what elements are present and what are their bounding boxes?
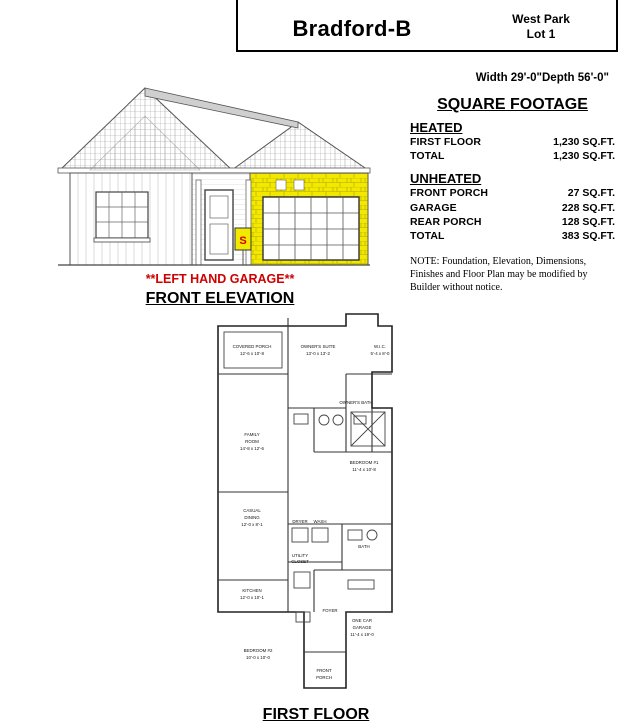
row-value: 128 SQ.FT. <box>561 215 615 228</box>
row-label: REAR PORCH <box>410 215 482 228</box>
svg-text:W.I.C.: W.I.C. <box>374 344 386 349</box>
row-label: TOTAL <box>410 150 445 163</box>
square-footage-heading: SQUARE FOOTAGE <box>437 96 588 113</box>
svg-text:BEDROOM #2: BEDROOM #2 <box>243 648 273 653</box>
first-floor-plan-drawing <box>196 312 436 702</box>
svg-text:5'-4 x 8'-0: 5'-4 x 8'-0 <box>370 351 390 356</box>
svg-text:12'-0 x 8'-1: 12'-0 x 8'-1 <box>241 522 263 527</box>
svg-text:PORCH: PORCH <box>316 675 332 680</box>
svg-text:FRONT: FRONT <box>316 668 332 673</box>
svg-text:11'-4 x 10'-8: 11'-4 x 10'-8 <box>352 467 376 472</box>
row-label: FIRST FLOOR <box>410 136 482 148</box>
svg-text:12'-0 x 10'-1: 12'-0 x 10'-1 <box>240 595 264 600</box>
first-floor-caption: FIRST FLOOR <box>262 706 370 723</box>
lot-number: Lot 1 <box>526 27 556 41</box>
svg-text:DINING: DINING <box>244 515 260 520</box>
table-row <box>410 149 615 163</box>
svg-text:12'-6 x 10'-8: 12'-6 x 10'-8 <box>240 351 264 356</box>
svg-text:BATH: BATH <box>358 544 370 549</box>
svg-text:OWNER'S SUITE: OWNER'S SUITE <box>300 344 336 349</box>
overall-dimensions: Width 29'-0"Depth 56'-0" <box>475 72 609 84</box>
svg-text:OWNER'S BATH: OWNER'S BATH <box>339 400 373 405</box>
row-value: 1,230 SQ.FT. <box>553 136 615 148</box>
unheated-heading: UNHEATED <box>410 171 482 187</box>
svg-text:S: S <box>239 235 247 247</box>
svg-text:CASUAL: CASUAL <box>243 508 261 513</box>
builder-disclaimer-note: NOTE: Foundation, Elevation, Dimensions, Finishes and Floor Plan may be modified by Builder without notice. <box>410 256 588 294</box>
svg-text:FOYER: FOYER <box>322 608 338 613</box>
community-name: West Park <box>512 12 570 26</box>
plan-name-container <box>238 16 466 50</box>
title-block <box>236 0 618 52</box>
svg-text:COVERED PORCH: COVERED PORCH <box>232 344 272 349</box>
svg-text:ROOM: ROOM <box>245 439 259 444</box>
svg-text:11'-4 x 19'-0: 11'-4 x 19'-0 <box>350 632 374 637</box>
svg-text:BEDROOM #1: BEDROOM #1 <box>349 460 379 465</box>
svg-text:DRYER: DRYER <box>292 519 308 524</box>
front-elevation-caption: FRONT ELEVATION <box>145 290 295 307</box>
page-title: Bradford-B <box>292 16 412 41</box>
left-hand-garage-note: **LEFT HAND GARAGE** <box>145 272 295 286</box>
table-row <box>410 215 615 229</box>
community-lot-container <box>466 12 616 50</box>
front-elevation-drawing <box>50 70 390 270</box>
spec-panel <box>410 72 615 295</box>
svg-text:FAMILY: FAMILY <box>244 432 260 437</box>
svg-text:13'-0 x 13'-2: 13'-0 x 13'-2 <box>306 351 330 356</box>
row-value: 1,230 SQ.FT. <box>553 150 615 163</box>
svg-text:CLOSET: CLOSET <box>291 559 309 564</box>
row-label: TOTAL <box>410 229 445 242</box>
row-label: GARAGE <box>410 201 457 214</box>
svg-text:UTILITY: UTILITY <box>291 553 309 558</box>
heated-heading: HEATED <box>410 120 463 135</box>
table-row <box>410 229 615 243</box>
svg-text:ONE CAR: ONE CAR <box>351 618 373 623</box>
table-row <box>410 186 615 200</box>
svg-text:GARAGE: GARAGE <box>352 625 372 630</box>
svg-text:14'-8 x 12'-6: 14'-8 x 12'-6 <box>240 446 264 451</box>
table-row <box>410 201 615 215</box>
table-row <box>410 135 615 149</box>
svg-text:WASH: WASH <box>313 519 327 524</box>
svg-text:KITCHEN: KITCHEN <box>242 588 262 593</box>
row-value: 228 SQ.FT. <box>561 201 615 214</box>
row-label: FRONT PORCH <box>410 187 489 200</box>
row-value: 27 SQ.FT. <box>567 187 615 200</box>
svg-text:10'-0 x 10'-0: 10'-0 x 10'-0 <box>246 655 270 660</box>
row-value: 383 SQ.FT. <box>561 229 615 242</box>
